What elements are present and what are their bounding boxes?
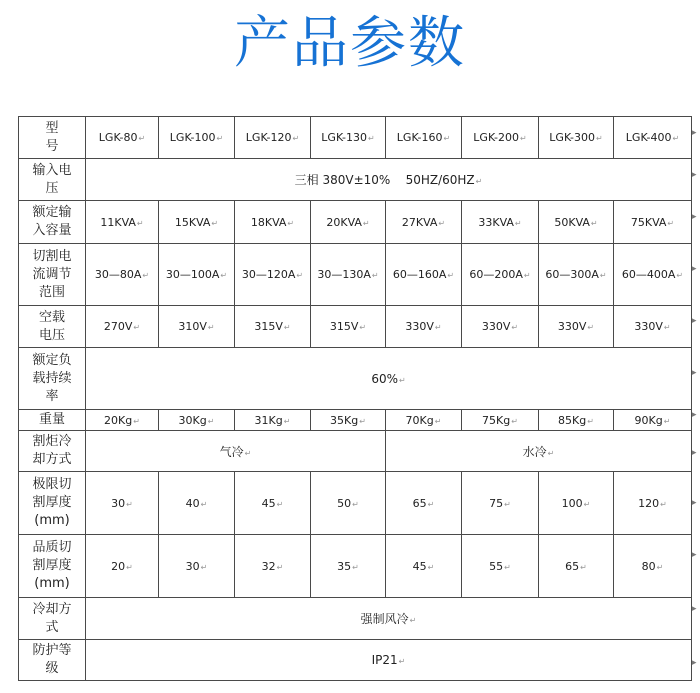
cooling-method-row xyxy=(19,598,692,640)
input-voltage-value: 三相 380V±10% 50HZ/60HZ ↵ xyxy=(86,159,692,201)
quality-thickness-cell: 55 ↵ xyxy=(462,535,539,598)
max-thickness-cell: 45 ↵ xyxy=(235,472,311,535)
row-header-input-voltage: 输入电 压 xyxy=(19,159,86,201)
model-cell: LGK-160 ↵ xyxy=(386,117,462,159)
capacity-cell: 18KVA ↵ xyxy=(235,201,311,244)
quality-thickness-cell: 35 ↵ xyxy=(311,535,386,598)
page-title: 产品参数 xyxy=(234,11,466,76)
row-header-current-range: 切割电 流调节 范围 xyxy=(19,244,86,306)
max-thickness-cell: 40 ↵ xyxy=(159,472,235,535)
row-header-weight: 重量 xyxy=(19,410,86,431)
capacity-cell: 15KVA ↵ xyxy=(159,201,235,244)
max-thickness-cell: 100 ↵ xyxy=(539,472,614,535)
row-header-rated-capacity: 额定输 入容量 xyxy=(19,201,86,244)
torch-cooling-air: 气冷 ↵ xyxy=(86,431,386,472)
capacity-cell: 27KVA ↵ xyxy=(386,201,462,244)
row-end-marks: ▸ ▸ ▸ ▸ ▸ ▸ ▸ ▸ ▸ ▸ ▸ ▸ xyxy=(692,128,697,668)
max-thickness-cell: 65 ↵ xyxy=(386,472,462,535)
row-header-torch-cooling: 割炬冷 却方式 xyxy=(19,431,86,472)
row-header-no-load-voltage: 空载 电压 xyxy=(19,306,86,348)
capacity-cell: 50KVA ↵ xyxy=(539,201,614,244)
quality-thickness-cell: 65 ↵ xyxy=(539,535,614,598)
input-voltage-row xyxy=(19,159,692,201)
weight-cell: 31Kg ↵ xyxy=(235,410,311,431)
model-cell: LGK-130 ↵ xyxy=(311,117,386,159)
model-row xyxy=(19,117,692,159)
duty-cycle-row xyxy=(19,348,692,410)
row-header-protection-level: 防护等 级 xyxy=(19,640,86,681)
row-header-model: 型 号 xyxy=(19,117,86,159)
weight-cell: 20Kg ↵ xyxy=(86,410,159,431)
row-header-cooling-method: 冷却方 式 xyxy=(19,598,86,640)
row-header-quality-thickness: 品质切 割厚度 (mm) xyxy=(19,535,86,598)
model-cell: LGK-400 ↵ xyxy=(614,117,692,159)
voltage-cell: 315V ↵ xyxy=(311,306,386,348)
quality-thickness-cell: 45 ↵ xyxy=(386,535,462,598)
current-range-row xyxy=(19,244,692,306)
model-cell: LGK-300 ↵ xyxy=(539,117,614,159)
current-cell: 60—300A ↵ xyxy=(539,244,614,306)
weight-cell: 90Kg ↵ xyxy=(614,410,692,431)
max-thickness-cell: 30 ↵ xyxy=(86,472,159,535)
row-header-max-thickness: 极限切 割厚度 (mm) xyxy=(19,472,86,535)
current-cell: 60—200A ↵ xyxy=(462,244,539,306)
rated-capacity-row xyxy=(19,201,692,244)
model-cell: LGK-120 ↵ xyxy=(235,117,311,159)
weight-cell: 70Kg ↵ xyxy=(386,410,462,431)
max-thickness-cell: 75 ↵ xyxy=(462,472,539,535)
model-cell: LGK-200 ↵ xyxy=(462,117,539,159)
capacity-cell: 11KVA ↵ xyxy=(86,201,159,244)
protection-level-value: IP21 ↵ xyxy=(86,640,692,681)
duty-cycle-value: 60% ↵ xyxy=(86,348,692,410)
voltage-cell: 330V ↵ xyxy=(539,306,614,348)
current-cell: 60—400A ↵ xyxy=(614,244,692,306)
protection-level-row xyxy=(19,640,692,681)
quality-thickness-row xyxy=(19,535,692,598)
quality-thickness-cell: 32 ↵ xyxy=(235,535,311,598)
voltage-cell: 330V ↵ xyxy=(386,306,462,348)
capacity-cell: 75KVA ↵ xyxy=(614,201,692,244)
quality-thickness-cell: 20 ↵ xyxy=(86,535,159,598)
cooling-method-value: 强制风冷 ↵ xyxy=(86,598,692,640)
max-thickness-row xyxy=(19,472,692,535)
model-cell: LGK-100 ↵ xyxy=(159,117,235,159)
current-cell: 30—100A ↵ xyxy=(159,244,235,306)
current-cell: 30—120A ↵ xyxy=(235,244,311,306)
row-header-duty-cycle: 额定负 载持续 率 xyxy=(19,348,86,410)
voltage-cell: 330V ↵ xyxy=(462,306,539,348)
weight-cell: 35Kg ↵ xyxy=(311,410,386,431)
current-cell: 60—160A ↵ xyxy=(386,244,462,306)
model-cell: LGK-80 ↵ xyxy=(86,117,159,159)
current-cell: 30—130A ↵ xyxy=(311,244,386,306)
current-cell: 30—80A ↵ xyxy=(86,244,159,306)
quality-thickness-cell: 80 ↵ xyxy=(614,535,692,598)
quality-thickness-cell: 30 ↵ xyxy=(159,535,235,598)
voltage-cell: 310V ↵ xyxy=(159,306,235,348)
voltage-cell: 330V ↵ xyxy=(614,306,692,348)
weight-row xyxy=(19,410,692,431)
voltage-cell: 315V ↵ xyxy=(235,306,311,348)
voltage-cell: 270V ↵ xyxy=(86,306,159,348)
torch-cooling-water: 水冷 ↵ xyxy=(386,431,692,472)
weight-cell: 75Kg ↵ xyxy=(462,410,539,431)
torch-cooling-row xyxy=(19,431,692,472)
max-thickness-cell: 50 ↵ xyxy=(311,472,386,535)
no-load-voltage-row xyxy=(19,306,692,348)
spec-table xyxy=(18,116,692,681)
capacity-cell: 20KVA ↵ xyxy=(311,201,386,244)
max-thickness-cell: 120 ↵ xyxy=(614,472,692,535)
weight-cell: 85Kg ↵ xyxy=(539,410,614,431)
weight-cell: 30Kg ↵ xyxy=(159,410,235,431)
capacity-cell: 33KVA ↵ xyxy=(462,201,539,244)
